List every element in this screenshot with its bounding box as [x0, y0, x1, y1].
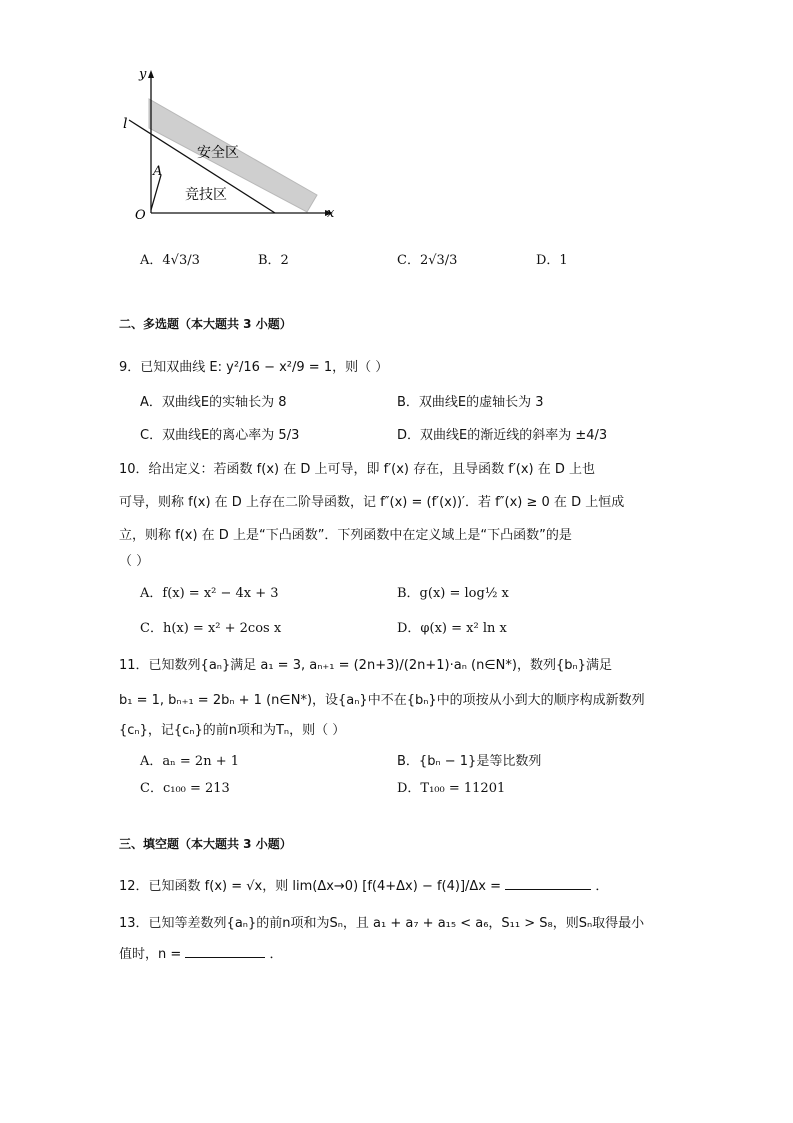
q13-line-2	[119, 943, 283, 962]
race-zone-label: 竞技区	[185, 187, 227, 203]
q11-line-2: b₁ = 1, bₙ₊₁ = 2bₙ + 1 (n∈N*)，设{aₙ}中不在{bₙ}中的项按从小到大的顺序构成新数列	[119, 693, 645, 708]
axis-y-label: y	[139, 67, 147, 82]
q10-line-4: （ ）	[119, 554, 150, 569]
q11-line-3: {cₙ}，记{cₙ}的前n项和为Tₙ，则（ ）	[119, 723, 346, 738]
section-2-title: 二、多选题（本大题共 3 小题）	[119, 317, 292, 331]
q10-line-2: 可导，则称 f(x) 在 D 上存在二阶导函数，记 f″(x) = (f′(x))′．若 f″(x) ≥ 0 在 D 上恒成	[119, 495, 625, 510]
q11-line-1: 11．已知数列{aₙ}满足 a₁ = 3, aₙ₊₁ = (2n+3)/(2n+1)·aₙ (n∈N*)，数列{bₙ}满足	[119, 658, 612, 673]
q13-line-1: 13．已知等差数列{aₙ}的前n项和为Sₙ，且 a₁ + a₇ + a₁₅ < a₆，S₁₁ > S₈，则Sₙ取得最小	[119, 916, 645, 931]
origin-label: O	[135, 208, 146, 223]
q9-option-c: C．双曲线E的离心率为 5/3	[140, 428, 300, 443]
axis-x-label: x	[327, 206, 335, 221]
q8-option-b: B．2	[258, 253, 289, 268]
line-l-label: l	[123, 116, 128, 132]
point-a-label: A	[153, 164, 163, 179]
q8-option-c: C．2√3/3	[397, 253, 458, 268]
q13-end: ．	[269, 947, 283, 962]
q12-end: ．	[595, 879, 609, 894]
q9-stem: 9．已知双曲线 E: y²/16 − x²/9 = 1，则（ ）	[119, 360, 389, 375]
q9-option-a: A．双曲线E的实轴长为 8	[140, 395, 287, 410]
q10-option-d: D．φ(x) = x² ln x	[397, 621, 507, 636]
q11-option-d: D．T₁₀₀ = 11201	[397, 781, 506, 796]
safe-zone-label: 安全区	[197, 145, 239, 161]
q10-option-c: C．h(x) = x² + 2cos x	[140, 621, 282, 636]
q8-option-d: D．1	[536, 253, 568, 268]
q10-option-b: B．g(x) = log½ x	[397, 586, 509, 601]
q10-line-1: 10．给出定义：若函数 f(x) 在 D 上可导，即 f′(x) 存在，且导函数 f′(x) 在 D 上也	[119, 462, 596, 477]
figure-diagram	[115, 62, 345, 227]
q12-text: 12．已知函数 f(x) = √x，则 lim(Δx→0) [f(4+Δx) − f(4)]/Δx =	[119, 879, 502, 894]
q11-option-a: A．aₙ = 2n + 1	[140, 754, 239, 769]
q11-option-b: B．{bₙ − 1}是等比数列	[397, 754, 542, 769]
q12-answer-blank[interactable]	[505, 875, 591, 890]
y-axis-arrow	[148, 70, 154, 78]
q9-option-d: D．双曲线E的渐近线的斜率为 ±4/3	[397, 428, 608, 443]
q11-option-c: C．c₁₀₀ = 213	[140, 781, 230, 796]
section-3-title: 三、填空题（本大题共 3 小题）	[119, 837, 292, 851]
q10-line-3: 立，则称 f(x) 在 D 上是“下凸函数”．下列函数中在定义域上是“下凸函数”的是	[119, 528, 572, 543]
q9-option-b: B．双曲线E的虚轴长为 3	[397, 395, 544, 410]
q10-option-a: A．f(x) = x² − 4x + 3	[140, 586, 279, 601]
q8-option-a: A．4√3/3	[140, 253, 200, 268]
q13-line-2-text: 值时，n =	[119, 947, 182, 962]
q13-answer-blank[interactable]	[185, 943, 265, 958]
q12-line	[119, 875, 608, 894]
segment-oa	[151, 175, 161, 210]
